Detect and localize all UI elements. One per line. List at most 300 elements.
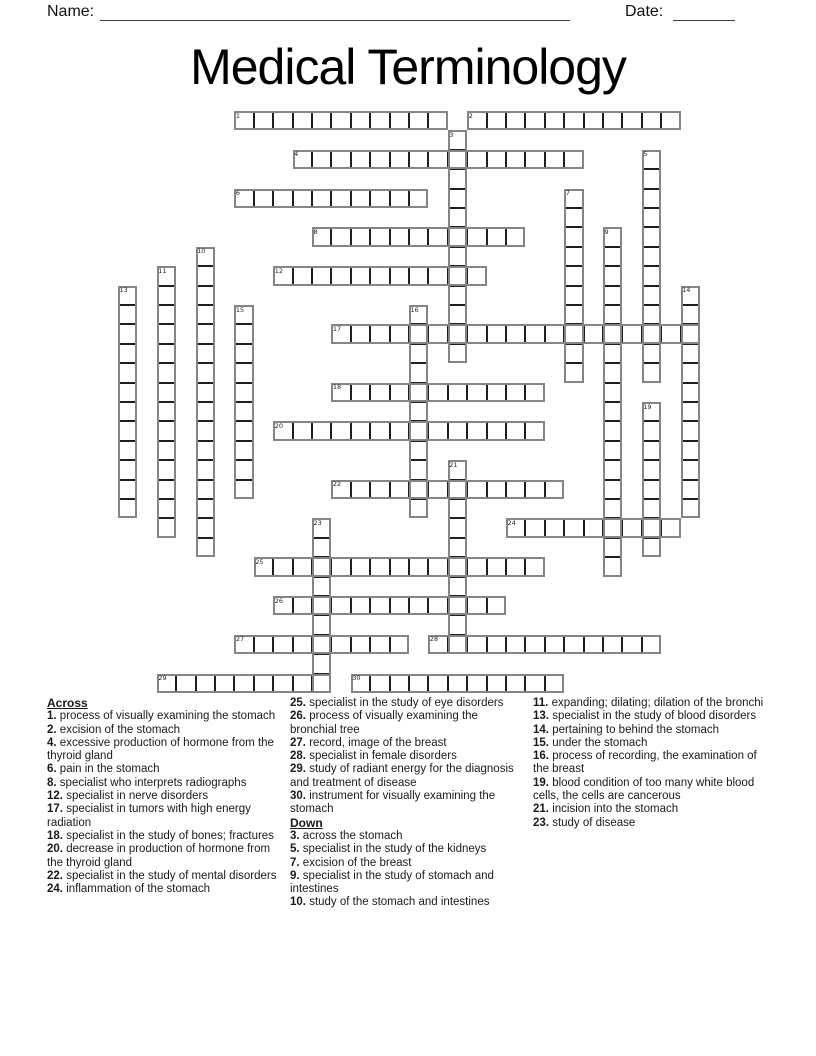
grid-cell[interactable]: [390, 674, 409, 693]
grid-cell[interactable]: [409, 557, 428, 576]
grid-cell[interactable]: [448, 596, 467, 615]
grid-cell[interactable]: [409, 499, 428, 518]
grid-cell[interactable]: [448, 557, 467, 576]
grid-cell[interactable]: [564, 266, 583, 285]
grid-cell[interactable]: [487, 480, 506, 499]
grid-cell[interactable]: [331, 635, 350, 654]
grid-cell[interactable]: [428, 150, 447, 169]
grid-cell[interactable]: [234, 363, 253, 382]
grid-cell[interactable]: [331, 150, 350, 169]
grid-cell[interactable]: [118, 441, 137, 460]
grid-cell[interactable]: [545, 518, 564, 537]
grid-cell[interactable]: [331, 421, 350, 440]
grid-cell[interactable]: [196, 480, 215, 499]
grid-cell[interactable]: [448, 305, 467, 324]
grid-cell[interactable]: [196, 402, 215, 421]
grid-cell[interactable]: [312, 654, 331, 673]
grid-cell[interactable]: [196, 344, 215, 363]
grid-cell[interactable]: [467, 383, 486, 402]
grid-cell[interactable]: [564, 286, 583, 305]
grid-cell[interactable]: [351, 480, 370, 499]
grid-cell[interactable]: [603, 557, 622, 576]
grid-cell[interactable]: [196, 421, 215, 440]
grid-cell[interactable]: [196, 324, 215, 343]
grid-cell[interactable]: [448, 518, 467, 537]
grid-cell[interactable]: [157, 460, 176, 479]
grid-cell[interactable]: [254, 189, 273, 208]
grid-cell[interactable]: [370, 189, 389, 208]
grid-cell[interactable]: [234, 674, 253, 693]
grid-cell[interactable]: [448, 635, 467, 654]
grid-cell[interactable]: [448, 208, 467, 227]
grid-cell[interactable]: [409, 383, 428, 402]
grid-cell[interactable]: [564, 635, 583, 654]
grid-cell[interactable]: [428, 596, 447, 615]
grid-cell[interactable]: [118, 460, 137, 479]
grid-cell[interactable]: [409, 111, 428, 130]
grid-cell[interactable]: [506, 557, 525, 576]
grid-cell[interactable]: [603, 460, 622, 479]
grid-cell[interactable]: [196, 538, 215, 557]
grid-cell[interactable]: [118, 402, 137, 421]
grid-cell[interactable]: [409, 441, 428, 460]
grid-cell[interactable]: [661, 111, 680, 130]
grid-cell[interactable]: [312, 189, 331, 208]
grid-cell[interactable]: [642, 538, 661, 557]
grid-cell[interactable]: [487, 227, 506, 246]
grid-cell[interactable]: [603, 266, 622, 285]
grid-cell[interactable]: [293, 421, 312, 440]
grid-cell[interactable]: [351, 383, 370, 402]
grid-cell[interactable]: [370, 674, 389, 693]
grid-cell[interactable]: [409, 150, 428, 169]
grid-cell[interactable]: [525, 518, 544, 537]
grid-cell[interactable]: [351, 111, 370, 130]
grid-cell[interactable]: [234, 383, 253, 402]
grid-cell[interactable]: [409, 402, 428, 421]
grid-cell[interactable]: [603, 441, 622, 460]
grid-cell[interactable]: [118, 499, 137, 518]
grid-cell[interactable]: [351, 189, 370, 208]
grid-cell[interactable]: [293, 635, 312, 654]
grid-cell[interactable]: [157, 286, 176, 305]
grid-cell[interactable]: [273, 111, 292, 130]
grid-cell[interactable]: [273, 674, 292, 693]
grid-cell[interactable]: [254, 635, 273, 654]
grid-cell[interactable]: [196, 499, 215, 518]
grid-cell[interactable]: [564, 208, 583, 227]
grid-cell[interactable]: [409, 189, 428, 208]
grid-cell[interactable]: [118, 344, 137, 363]
grid-cell[interactable]: [196, 518, 215, 537]
grid-cell[interactable]: [642, 286, 661, 305]
grid-cell[interactable]: [390, 266, 409, 285]
grid-cell[interactable]: [351, 150, 370, 169]
grid-cell[interactable]: [390, 421, 409, 440]
grid-cell[interactable]: [293, 596, 312, 615]
grid-cell[interactable]: [234, 402, 253, 421]
grid-cell[interactable]: [681, 460, 700, 479]
grid-cell[interactable]: [622, 635, 641, 654]
grid-cell[interactable]: [584, 635, 603, 654]
grid-cell[interactable]: [603, 635, 622, 654]
grid-cell[interactable]: [312, 577, 331, 596]
grid-cell[interactable]: [448, 480, 467, 499]
grid-cell[interactable]: [428, 480, 447, 499]
grid-cell[interactable]: [681, 441, 700, 460]
grid-cell[interactable]: [312, 596, 331, 615]
grid-cell[interactable]: [196, 383, 215, 402]
grid-cell[interactable]: [390, 635, 409, 654]
grid-cell[interactable]: [390, 383, 409, 402]
grid-cell[interactable]: [409, 227, 428, 246]
grid-cell[interactable]: [390, 596, 409, 615]
grid-cell[interactable]: [603, 421, 622, 440]
grid-cell[interactable]: [681, 499, 700, 518]
grid-cell[interactable]: [603, 383, 622, 402]
grid-cell[interactable]: [409, 363, 428, 382]
grid-cell[interactable]: [370, 227, 389, 246]
grid-cell[interactable]: [467, 557, 486, 576]
grid-cell[interactable]: [351, 227, 370, 246]
grid-cell[interactable]: [564, 305, 583, 324]
grid-cell[interactable]: [681, 324, 700, 343]
grid-cell[interactable]: [448, 227, 467, 246]
grid-cell[interactable]: [196, 286, 215, 305]
grid-cell[interactable]: [584, 324, 603, 343]
grid-cell[interactable]: [157, 421, 176, 440]
grid-cell[interactable]: [642, 363, 661, 382]
grid-cell[interactable]: [409, 266, 428, 285]
grid-cell[interactable]: [525, 557, 544, 576]
grid-cell[interactable]: [312, 674, 331, 693]
grid-cell[interactable]: [370, 150, 389, 169]
grid-cell[interactable]: [390, 557, 409, 576]
grid-cell[interactable]: [118, 363, 137, 382]
grid-cell[interactable]: [428, 227, 447, 246]
grid-cell[interactable]: [428, 266, 447, 285]
grid-cell[interactable]: [448, 247, 467, 266]
grid-cell[interactable]: [467, 227, 486, 246]
grid-cell[interactable]: [118, 480, 137, 499]
grid-cell[interactable]: [642, 111, 661, 130]
grid-cell[interactable]: [525, 111, 544, 130]
grid-cell[interactable]: [525, 674, 544, 693]
grid-cell[interactable]: [448, 286, 467, 305]
grid-cell[interactable]: [487, 383, 506, 402]
grid-cell[interactable]: [487, 150, 506, 169]
grid-cell[interactable]: [545, 150, 564, 169]
grid-cell[interactable]: [370, 383, 389, 402]
grid-cell[interactable]: [642, 518, 661, 537]
grid-cell[interactable]: [564, 363, 583, 382]
grid-cell[interactable]: [545, 674, 564, 693]
grid-cell[interactable]: [312, 266, 331, 285]
grid-cell[interactable]: [428, 557, 447, 576]
grid-cell[interactable]: [603, 247, 622, 266]
grid-cell[interactable]: [370, 596, 389, 615]
grid-cell[interactable]: [196, 674, 215, 693]
grid-cell[interactable]: [176, 674, 195, 693]
grid-cell[interactable]: [642, 227, 661, 246]
grid-cell[interactable]: [351, 635, 370, 654]
grid-cell[interactable]: [642, 635, 661, 654]
grid-cell[interactable]: [409, 480, 428, 499]
grid-cell[interactable]: [603, 111, 622, 130]
grid-cell[interactable]: [642, 421, 661, 440]
grid-cell[interactable]: [351, 596, 370, 615]
grid-cell[interactable]: [506, 383, 525, 402]
grid-cell[interactable]: [428, 383, 447, 402]
grid-cell[interactable]: [642, 305, 661, 324]
grid-cell[interactable]: [487, 324, 506, 343]
grid-cell[interactable]: [642, 480, 661, 499]
grid-cell[interactable]: [312, 635, 331, 654]
grid-cell[interactable]: [409, 596, 428, 615]
grid-cell[interactable]: [603, 518, 622, 537]
grid-cell[interactable]: [506, 674, 525, 693]
grid-cell[interactable]: [642, 324, 661, 343]
grid-cell[interactable]: [506, 227, 525, 246]
grid-cell[interactable]: [545, 635, 564, 654]
grid-cell[interactable]: [448, 324, 467, 343]
grid-cell[interactable]: [409, 421, 428, 440]
grid-cell[interactable]: [642, 169, 661, 188]
grid-cell[interactable]: [293, 111, 312, 130]
grid-cell[interactable]: [215, 674, 234, 693]
grid-cell[interactable]: [370, 324, 389, 343]
grid-cell[interactable]: [157, 383, 176, 402]
grid-cell[interactable]: [603, 499, 622, 518]
grid-cell[interactable]: [254, 111, 273, 130]
grid-cell[interactable]: [603, 538, 622, 557]
grid-cell[interactable]: [487, 635, 506, 654]
grid-cell[interactable]: [603, 363, 622, 382]
grid-cell[interactable]: [331, 227, 350, 246]
grid-cell[interactable]: [564, 247, 583, 266]
grid-cell[interactable]: [409, 344, 428, 363]
grid-cell[interactable]: [487, 596, 506, 615]
grid-cell[interactable]: [234, 460, 253, 479]
grid-cell[interactable]: [331, 266, 350, 285]
grid-cell[interactable]: [196, 460, 215, 479]
grid-cell[interactable]: [157, 441, 176, 460]
grid-cell[interactable]: [622, 111, 641, 130]
grid-cell[interactable]: [681, 480, 700, 499]
grid-cell[interactable]: [157, 344, 176, 363]
grid-cell[interactable]: [196, 363, 215, 382]
grid-cell[interactable]: [603, 305, 622, 324]
grid-cell[interactable]: [661, 518, 680, 537]
grid-cell[interactable]: [273, 557, 292, 576]
grid-cell[interactable]: [642, 208, 661, 227]
grid-cell[interactable]: [293, 266, 312, 285]
grid-cell[interactable]: [234, 480, 253, 499]
grid-cell[interactable]: [273, 189, 292, 208]
grid-cell[interactable]: [525, 421, 544, 440]
grid-cell[interactable]: [293, 189, 312, 208]
grid-cell[interactable]: [487, 674, 506, 693]
grid-cell[interactable]: [157, 402, 176, 421]
grid-cell[interactable]: [293, 557, 312, 576]
grid-cell[interactable]: [409, 674, 428, 693]
grid-cell[interactable]: [584, 518, 603, 537]
grid-cell[interactable]: [545, 480, 564, 499]
grid-cell[interactable]: [312, 557, 331, 576]
grid-cell[interactable]: [525, 635, 544, 654]
grid-cell[interactable]: [564, 344, 583, 363]
grid-cell[interactable]: [390, 227, 409, 246]
grid-cell[interactable]: [428, 674, 447, 693]
grid-cell[interactable]: [564, 150, 583, 169]
grid-cell[interactable]: [584, 111, 603, 130]
grid-cell[interactable]: [118, 305, 137, 324]
grid-cell[interactable]: [157, 518, 176, 537]
grid-cell[interactable]: [564, 518, 583, 537]
grid-cell[interactable]: [603, 402, 622, 421]
grid-cell[interactable]: [622, 324, 641, 343]
grid-cell[interactable]: [506, 421, 525, 440]
grid-cell[interactable]: [331, 111, 350, 130]
grid-cell[interactable]: [196, 305, 215, 324]
grid-cell[interactable]: [234, 324, 253, 343]
grid-cell[interactable]: [642, 189, 661, 208]
grid-cell[interactable]: [467, 266, 486, 285]
grid-cell[interactable]: [681, 305, 700, 324]
grid-cell[interactable]: [293, 674, 312, 693]
grid-cell[interactable]: [234, 441, 253, 460]
grid-cell[interactable]: [428, 324, 447, 343]
grid-cell[interactable]: [642, 499, 661, 518]
grid-cell[interactable]: [448, 189, 467, 208]
grid-cell[interactable]: [487, 421, 506, 440]
grid-cell[interactable]: [467, 480, 486, 499]
grid-cell[interactable]: [370, 421, 389, 440]
grid-cell[interactable]: [448, 383, 467, 402]
grid-cell[interactable]: [448, 266, 467, 285]
grid-cell[interactable]: [370, 635, 389, 654]
grid-cell[interactable]: [681, 383, 700, 402]
grid-cell[interactable]: [234, 344, 253, 363]
grid-cell[interactable]: [448, 538, 467, 557]
grid-cell[interactable]: [545, 111, 564, 130]
grid-cell[interactable]: [545, 324, 564, 343]
grid-cell[interactable]: [642, 266, 661, 285]
grid-cell[interactable]: [118, 421, 137, 440]
grid-cell[interactable]: [681, 363, 700, 382]
grid-cell[interactable]: [448, 499, 467, 518]
grid-cell[interactable]: [622, 518, 641, 537]
grid-cell[interactable]: [603, 286, 622, 305]
grid-cell[interactable]: [467, 674, 486, 693]
grid-cell[interactable]: [681, 421, 700, 440]
grid-cell[interactable]: [525, 324, 544, 343]
grid-cell[interactable]: [390, 150, 409, 169]
grid-cell[interactable]: [642, 344, 661, 363]
grid-cell[interactable]: [642, 441, 661, 460]
grid-cell[interactable]: [409, 324, 428, 343]
grid-cell[interactable]: [467, 150, 486, 169]
grid-cell[interactable]: [273, 635, 292, 654]
grid-cell[interactable]: [312, 111, 331, 130]
grid-cell[interactable]: [351, 266, 370, 285]
grid-cell[interactable]: [448, 344, 467, 363]
grid-cell[interactable]: [564, 324, 583, 343]
grid-cell[interactable]: [603, 324, 622, 343]
grid-cell[interactable]: [506, 480, 525, 499]
grid-cell[interactable]: [390, 480, 409, 499]
grid-cell[interactable]: [487, 557, 506, 576]
grid-cell[interactable]: [196, 441, 215, 460]
grid-cell[interactable]: [157, 305, 176, 324]
grid-cell[interactable]: [564, 111, 583, 130]
grid-cell[interactable]: [467, 421, 486, 440]
grid-cell[interactable]: [448, 150, 467, 169]
grid-cell[interactable]: [506, 635, 525, 654]
grid-cell[interactable]: [681, 344, 700, 363]
grid-cell[interactable]: [351, 421, 370, 440]
grid-cell[interactable]: [331, 596, 350, 615]
grid-cell[interactable]: [603, 344, 622, 363]
grid-cell[interactable]: [467, 596, 486, 615]
grid-cell[interactable]: [196, 266, 215, 285]
grid-cell[interactable]: [603, 480, 622, 499]
grid-cell[interactable]: [525, 480, 544, 499]
grid-cell[interactable]: [506, 111, 525, 130]
grid-cell[interactable]: [312, 421, 331, 440]
grid-cell[interactable]: [234, 421, 253, 440]
grid-cell[interactable]: [254, 674, 273, 693]
grid-cell[interactable]: [448, 615, 467, 634]
grid-cell[interactable]: [642, 247, 661, 266]
grid-cell[interactable]: [331, 557, 350, 576]
grid-cell[interactable]: [390, 189, 409, 208]
grid-cell[interactable]: [312, 615, 331, 634]
grid-cell[interactable]: [487, 111, 506, 130]
grid-cell[interactable]: [351, 324, 370, 343]
grid-cell[interactable]: [370, 480, 389, 499]
grid-cell[interactable]: [564, 227, 583, 246]
grid-cell[interactable]: [409, 460, 428, 479]
grid-cell[interactable]: [118, 324, 137, 343]
grid-cell[interactable]: [681, 402, 700, 421]
grid-cell[interactable]: [525, 383, 544, 402]
grid-cell[interactable]: [661, 324, 680, 343]
grid-cell[interactable]: [312, 150, 331, 169]
grid-cell[interactable]: [448, 169, 467, 188]
grid-cell[interactable]: [370, 266, 389, 285]
grid-cell[interactable]: [390, 324, 409, 343]
grid-cell[interactable]: [642, 460, 661, 479]
grid-cell[interactable]: [157, 480, 176, 499]
grid-cell[interactable]: [448, 674, 467, 693]
grid-cell[interactable]: [506, 324, 525, 343]
grid-cell[interactable]: [506, 150, 525, 169]
grid-cell[interactable]: [525, 150, 544, 169]
grid-cell[interactable]: [467, 324, 486, 343]
grid-cell[interactable]: [157, 499, 176, 518]
grid-cell[interactable]: [448, 421, 467, 440]
grid-cell[interactable]: [118, 383, 137, 402]
grid-cell[interactable]: [157, 324, 176, 343]
grid-cell[interactable]: [448, 577, 467, 596]
grid-cell[interactable]: [428, 421, 447, 440]
grid-cell[interactable]: [331, 189, 350, 208]
grid-cell[interactable]: [312, 538, 331, 557]
grid-cell[interactable]: [390, 111, 409, 130]
grid-cell[interactable]: [428, 111, 447, 130]
grid-cell[interactable]: [351, 557, 370, 576]
